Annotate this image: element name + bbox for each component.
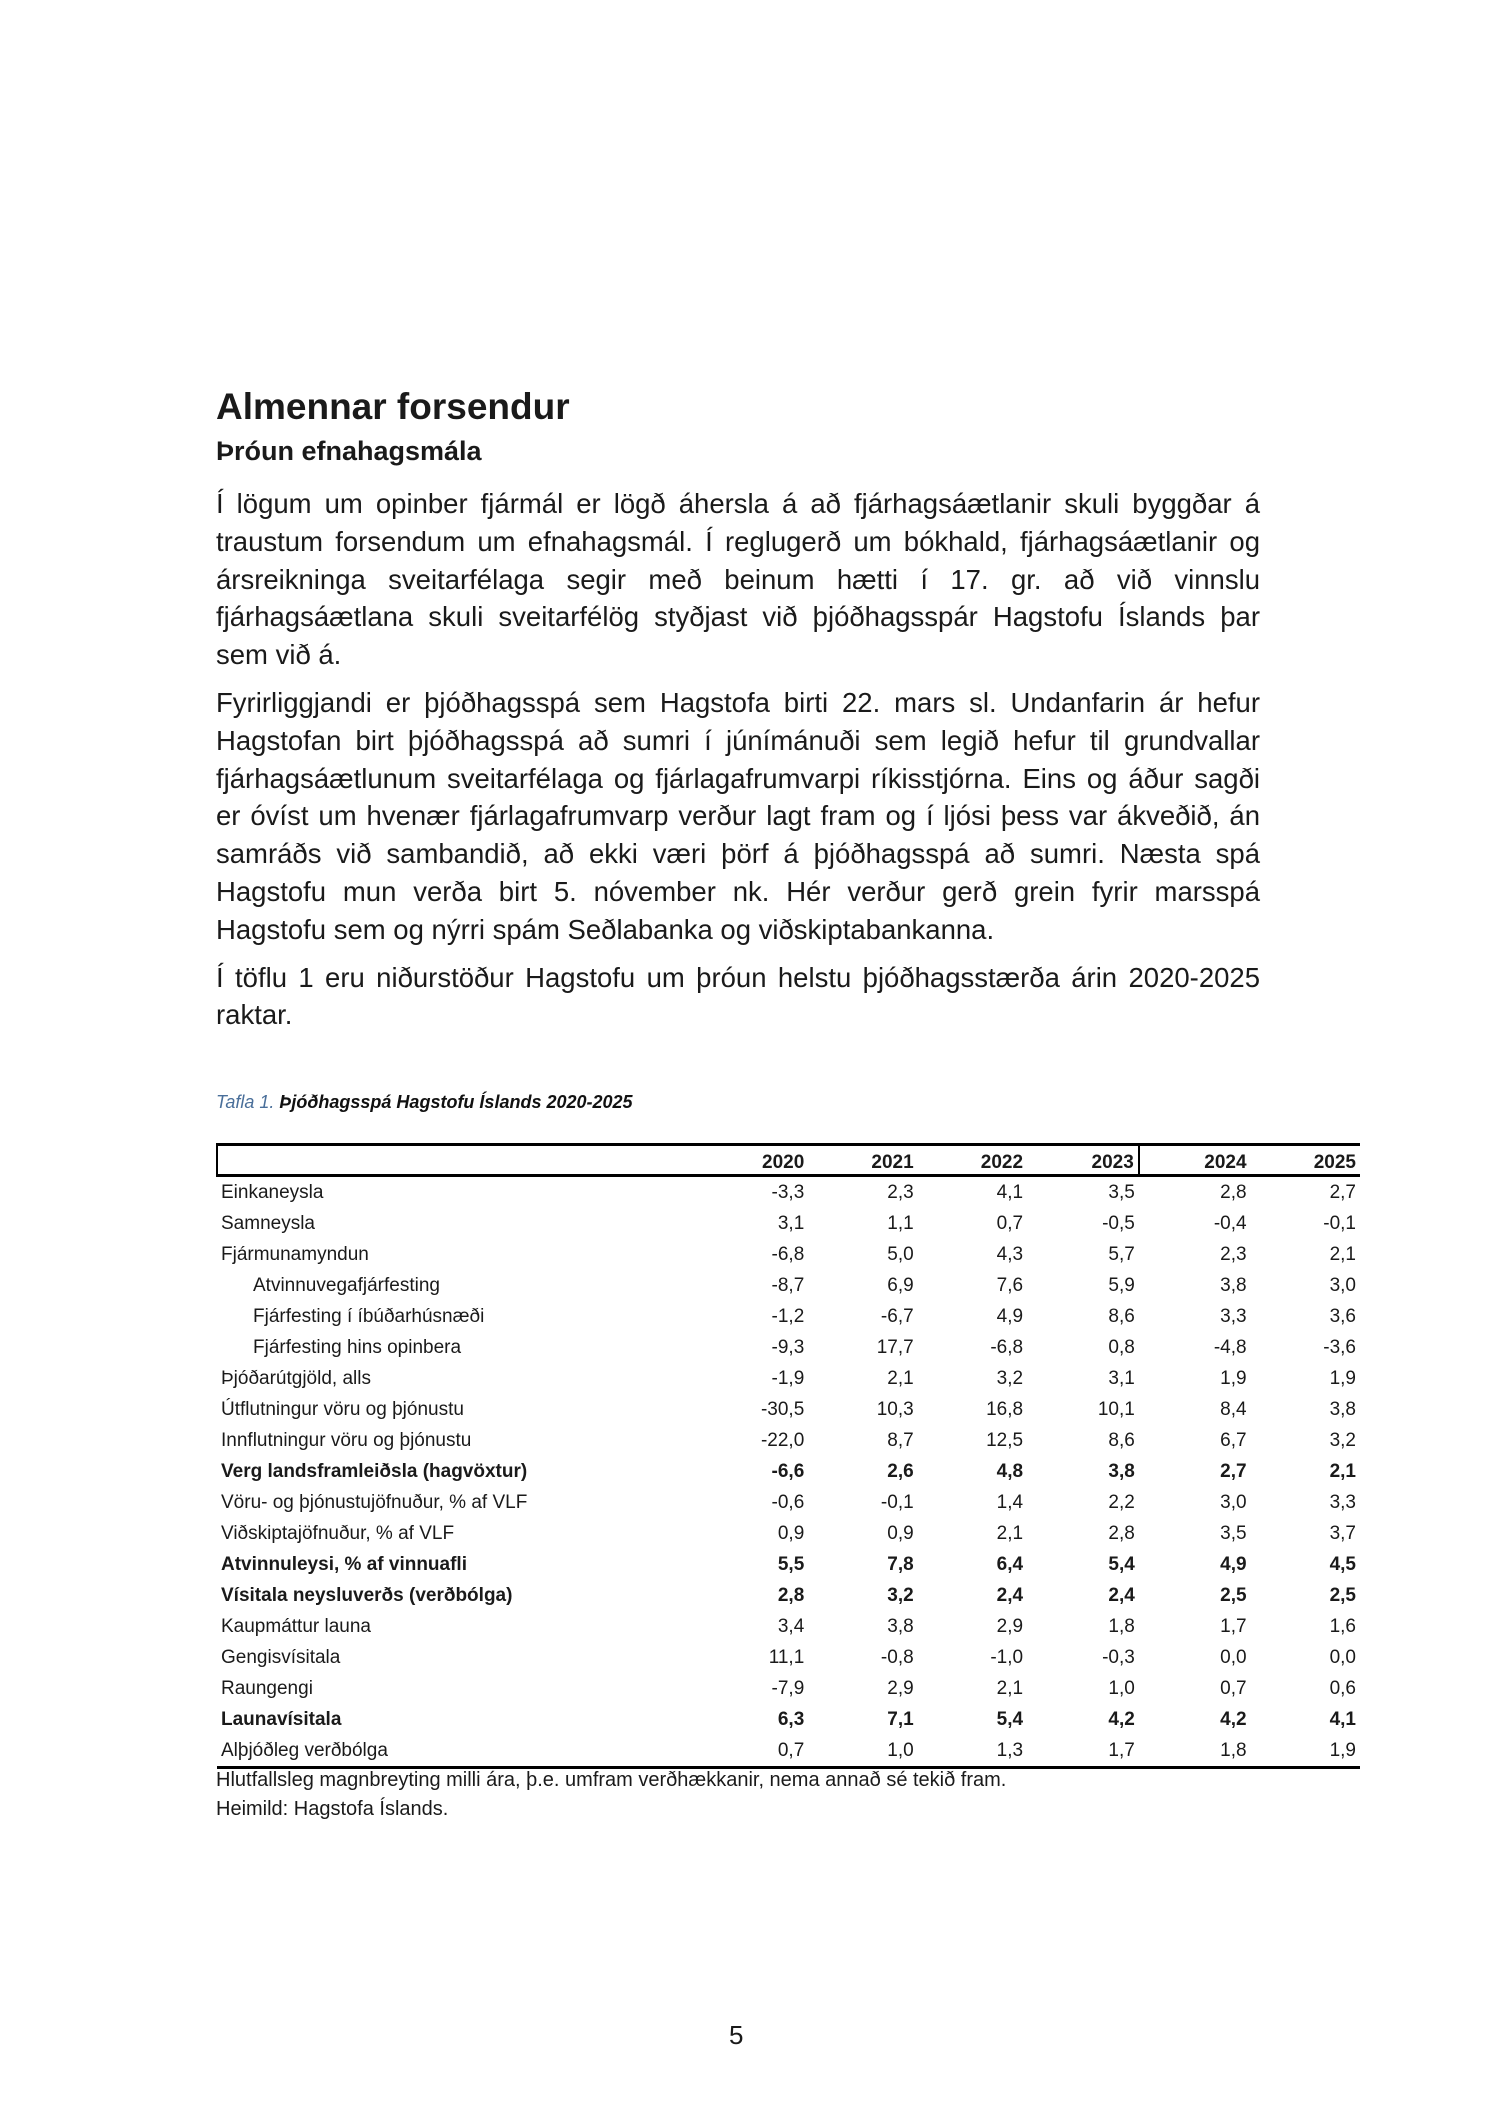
row-label: Þjóðarútgjöld, alls [221, 1367, 371, 1389]
value-cell: 3,1 [777, 1212, 805, 1234]
table-row [217, 1363, 1360, 1394]
value-cell: 5,7 [1108, 1243, 1135, 1265]
row-label: Fjárfesting í íbúðarhúsnæði [253, 1305, 485, 1327]
value-cell: 10,1 [1097, 1398, 1135, 1420]
header-label-cell [217, 1145, 687, 1176]
row-label: Launavísitala [221, 1708, 342, 1730]
table-row [217, 1332, 1360, 1363]
value-cell: 4,2 [1220, 1708, 1247, 1730]
value-cell: 0,6 [1329, 1677, 1356, 1699]
value-cell: 0,7 [687, 1735, 808, 1768]
row-label: Útflutningur vöru og þjónustu [221, 1398, 464, 1420]
body-text [216, 485, 1260, 1044]
value-cell: 0,9 [887, 1522, 914, 1544]
table-row [217, 1270, 1360, 1301]
value-cell: 2,5 [1220, 1584, 1247, 1606]
value-cell: 6,7 [1220, 1429, 1247, 1451]
value-cell: 5,4 [996, 1708, 1024, 1730]
value-cell: 5,4 [1108, 1553, 1135, 1575]
value-cell: 4,1 [1329, 1708, 1356, 1730]
value-cell: 2,7 [1329, 1181, 1356, 1203]
table-row [217, 1394, 1360, 1425]
table-row [217, 1239, 1360, 1270]
value-cell: -0,1 [1323, 1212, 1356, 1234]
value-cell: 7,8 [887, 1553, 914, 1575]
value-cell: 1,8 [1108, 1615, 1135, 1637]
value-cell: 3,2 [887, 1584, 914, 1606]
table-row [217, 1673, 1360, 1704]
value-cell: 10,3 [876, 1398, 914, 1420]
page-number: 5 [729, 2020, 744, 2050]
value-cell: -30,5 [760, 1398, 805, 1420]
value-cell: 3,8 [1220, 1274, 1247, 1296]
value-cell: 2,1 [1329, 1460, 1356, 1482]
table-notes [216, 1766, 1006, 1824]
value-cell: 8,6 [1108, 1429, 1135, 1451]
value-cell: 2,9 [996, 1615, 1024, 1637]
value-cell: 1,9 [1329, 1367, 1356, 1389]
value-cell: 4,8 [996, 1460, 1024, 1482]
value-cell: 7,6 [996, 1274, 1024, 1296]
value-cell: -0,8 [880, 1646, 914, 1668]
value-cell: -6,8 [771, 1243, 805, 1265]
table-row [217, 1487, 1360, 1518]
value-cell: -0,5 [1102, 1212, 1135, 1234]
table-row [217, 1208, 1360, 1239]
value-cell: 3,7 [1329, 1522, 1356, 1544]
value-cell: 1,3 [918, 1735, 1027, 1768]
row-label: Fjármunamyndun [221, 1243, 369, 1265]
value-cell: -3,3 [771, 1181, 805, 1203]
table-note: Hlutfallsleg magnbreyting milli ára, þ.e. umfram verðhækkanir, nema annað sé tekið fram. [216, 1769, 1007, 1791]
value-cell: -6,6 [771, 1460, 805, 1482]
value-cell: 1,0 [808, 1735, 917, 1768]
value-cell: 1,9 [1251, 1735, 1360, 1768]
value-cell: 3,3 [1220, 1305, 1247, 1327]
row-label: Atvinnuleysi, % af vinnuafli [221, 1553, 467, 1575]
value-cell: 1,8 [1139, 1735, 1251, 1768]
value-cell: 2,1 [887, 1367, 914, 1389]
section-heading: Almennar forsendur [216, 386, 570, 427]
header-year: 2020 [687, 1145, 808, 1176]
value-cell: 17,7 [876, 1336, 914, 1358]
paragraph: Fyrirliggjandi er þjóðhagsspá sem Hagstofa birti 22. mars sl. Undanfarin ár hefur Hagstofan birt þjóðhagsspá að sumri í júnímánuði sem legið hefur til grundvallar fjárhagsáætlunum sveitarfélaga og fjárlagafrumvarpi ríkisstjórna. Eins og áður sagði er óvíst um hvenær fjárlagafrumvarp verður lagt fram og í ljósi þess var ákveðið, án samráðs við sambandið, að ekki væri þörf á þjóðhagsspá að sumri. Næsta spá Hagstofu mun verða birt 5. nóvember nk. Hér verður gerð grein fyrir marsspá Hagstofu sem og nýrri spám Seðlabanka og viðskiptabankanna. [216, 686, 1260, 945]
value-cell: 12,5 [986, 1429, 1024, 1451]
row-label: Fjárfesting hins opinbera [253, 1336, 462, 1358]
value-cell: -3,6 [1323, 1336, 1356, 1358]
table-caption-title: Þjóðhagsspá Hagstofu Íslands 2020-2025 [279, 1092, 633, 1112]
row-label: Vöru- og þjónustujöfnuður, % af VLF [221, 1491, 528, 1513]
value-cell: 2,7 [1220, 1460, 1247, 1482]
value-cell: -7,9 [771, 1677, 805, 1699]
table-source: Heimild: Hagstofa Íslands. [216, 1798, 449, 1820]
row-label: Samneysla [221, 1212, 315, 1234]
value-cell: 7,1 [887, 1708, 914, 1730]
value-cell: -1,0 [990, 1646, 1024, 1668]
row-label: Innflutningur vöru og þjónustu [221, 1429, 472, 1451]
value-cell: 11,1 [768, 1646, 805, 1668]
table-header-row [217, 1145, 1360, 1176]
value-cell: 2,4 [996, 1584, 1024, 1606]
value-cell: 0,7 [996, 1212, 1024, 1234]
value-cell: -0,3 [1102, 1646, 1135, 1668]
row-label: Alþjóðleg verðbólga [217, 1735, 687, 1768]
value-cell: 2,3 [1220, 1243, 1247, 1265]
value-cell: 4,1 [996, 1181, 1024, 1203]
value-cell: 0,9 [777, 1522, 805, 1544]
value-cell: 0,0 [1329, 1646, 1356, 1668]
row-label: Gengisvísitala [221, 1646, 341, 1668]
value-cell: 8,7 [887, 1429, 914, 1451]
value-cell: 4,9 [1220, 1553, 1247, 1575]
value-cell: 2,4 [1108, 1584, 1135, 1606]
value-cell: 1,6 [1329, 1615, 1356, 1637]
value-cell: -9,3 [771, 1336, 805, 1358]
table-row [217, 1456, 1360, 1487]
value-cell: 6,4 [996, 1553, 1024, 1575]
value-cell: 3,8 [1329, 1398, 1356, 1420]
value-cell: 0,0 [1220, 1646, 1247, 1668]
value-cell: -6,8 [990, 1336, 1024, 1358]
table-row [217, 1735, 1360, 1768]
table-row [217, 1176, 1360, 1209]
value-cell: -0,6 [771, 1491, 805, 1513]
value-cell: 1,7 [1220, 1615, 1247, 1637]
value-cell: 6,9 [887, 1274, 914, 1296]
header-year: 2024 [1139, 1145, 1251, 1176]
table-row [217, 1580, 1360, 1611]
header-year: 2025 [1251, 1145, 1360, 1176]
value-cell: 3,2 [1329, 1429, 1356, 1451]
value-cell: 2,3 [887, 1181, 914, 1203]
value-cell: -0,4 [1213, 1212, 1247, 1234]
value-cell: 1,4 [996, 1491, 1024, 1513]
value-cell: 2,2 [1108, 1491, 1135, 1513]
value-cell: 2,8 [1108, 1522, 1135, 1544]
table-row [217, 1611, 1360, 1642]
table-caption-label: Tafla 1. [216, 1092, 275, 1112]
value-cell: 3,1 [1108, 1367, 1135, 1389]
header-year: 2022 [918, 1145, 1027, 1176]
forecast-table [216, 1143, 1360, 1769]
value-cell: 5,0 [887, 1243, 914, 1265]
value-cell: -0,1 [880, 1491, 914, 1513]
value-cell: 3,3 [1329, 1491, 1356, 1513]
value-cell: -4,8 [1213, 1336, 1247, 1358]
row-label: Vísitala neysluverðs (verðbólga) [221, 1584, 513, 1606]
value-cell: -6,7 [880, 1305, 914, 1327]
value-cell: 3,8 [1108, 1460, 1135, 1482]
value-cell: 3,8 [887, 1615, 914, 1637]
value-cell: 3,4 [777, 1615, 805, 1637]
table-row [217, 1425, 1360, 1456]
row-label: Kaupmáttur launa [221, 1615, 371, 1637]
value-cell: 2,1 [996, 1522, 1024, 1544]
value-cell: 1,0 [1108, 1677, 1135, 1699]
table-caption [216, 1092, 633, 1113]
table-row [217, 1518, 1360, 1549]
row-label: Viðskiptajöfnuður, % af VLF [221, 1522, 455, 1544]
value-cell: 3,0 [1220, 1491, 1247, 1513]
subsection-heading: Þróun efnahagsmála [216, 436, 482, 466]
value-cell: 3,5 [1220, 1522, 1247, 1544]
value-cell: -22,0 [760, 1429, 805, 1451]
value-cell: 2,1 [1329, 1243, 1356, 1265]
table-row [217, 1704, 1360, 1735]
row-label: Verg landsframleiðsla (hagvöxtur) [221, 1460, 528, 1482]
value-cell: 3,5 [1108, 1181, 1135, 1203]
table-row [217, 1301, 1360, 1332]
value-cell: 3,0 [1329, 1274, 1356, 1296]
value-cell: 3,6 [1329, 1305, 1356, 1327]
value-cell: 6,3 [777, 1708, 805, 1730]
row-label: Raungengi [221, 1677, 313, 1699]
value-cell: -8,7 [771, 1274, 805, 1296]
value-cell: 4,2 [1108, 1708, 1135, 1730]
paragraph: Í töflu 1 eru niðurstöður Hagstofu um þróun helstu þjóðhagsstærða árin 2020-2025 raktar. [216, 961, 1260, 1031]
value-cell: 2,8 [777, 1584, 805, 1606]
value-cell: 2,5 [1329, 1584, 1356, 1606]
row-label: Einkaneysla [221, 1181, 324, 1203]
value-cell: 4,3 [996, 1243, 1024, 1265]
value-cell: 5,5 [777, 1553, 805, 1575]
value-cell: 5,9 [1108, 1274, 1135, 1296]
value-cell: 0,7 [1220, 1677, 1247, 1699]
value-cell: 16,8 [986, 1398, 1024, 1420]
value-cell: 0,8 [1108, 1336, 1135, 1358]
value-cell: 2,8 [1220, 1181, 1247, 1203]
value-cell: 2,6 [887, 1460, 914, 1482]
header-year: 2021 [808, 1145, 917, 1176]
header-year: 2023 [1027, 1145, 1139, 1176]
value-cell: 8,4 [1220, 1398, 1247, 1420]
value-cell: 2,9 [887, 1677, 914, 1699]
row-label: Atvinnuvegafjárfesting [253, 1274, 440, 1296]
paragraph: Í lögum um opinber fjármál er lögð áhersla á að fjárhagsáætlanir skuli byggðar á traustum forsendum um efnahagsmál. Í reglugerð um bókhald, fjárhagsáætlanir og ársreikninga sveitarfélaga segir með beinum hætti í 17. gr. að við vinnslu fjárhagsáætlana skuli sveitarfélög styðjast við þjóðhagsspár Hagstofu Íslands þar sem við á. [216, 488, 1260, 671]
value-cell: 1,9 [1220, 1367, 1247, 1389]
value-cell: -1,2 [771, 1305, 805, 1327]
value-cell: 1,7 [1027, 1735, 1139, 1768]
value-cell: 4,5 [1329, 1553, 1356, 1575]
value-cell: -1,9 [771, 1367, 805, 1389]
table-row [217, 1642, 1360, 1673]
value-cell: 8,6 [1108, 1305, 1135, 1327]
value-cell: 4,9 [996, 1305, 1024, 1327]
value-cell: 3,2 [996, 1367, 1024, 1389]
value-cell: 2,1 [996, 1677, 1024, 1699]
table-row [217, 1549, 1360, 1580]
value-cell: 1,1 [887, 1212, 914, 1234]
